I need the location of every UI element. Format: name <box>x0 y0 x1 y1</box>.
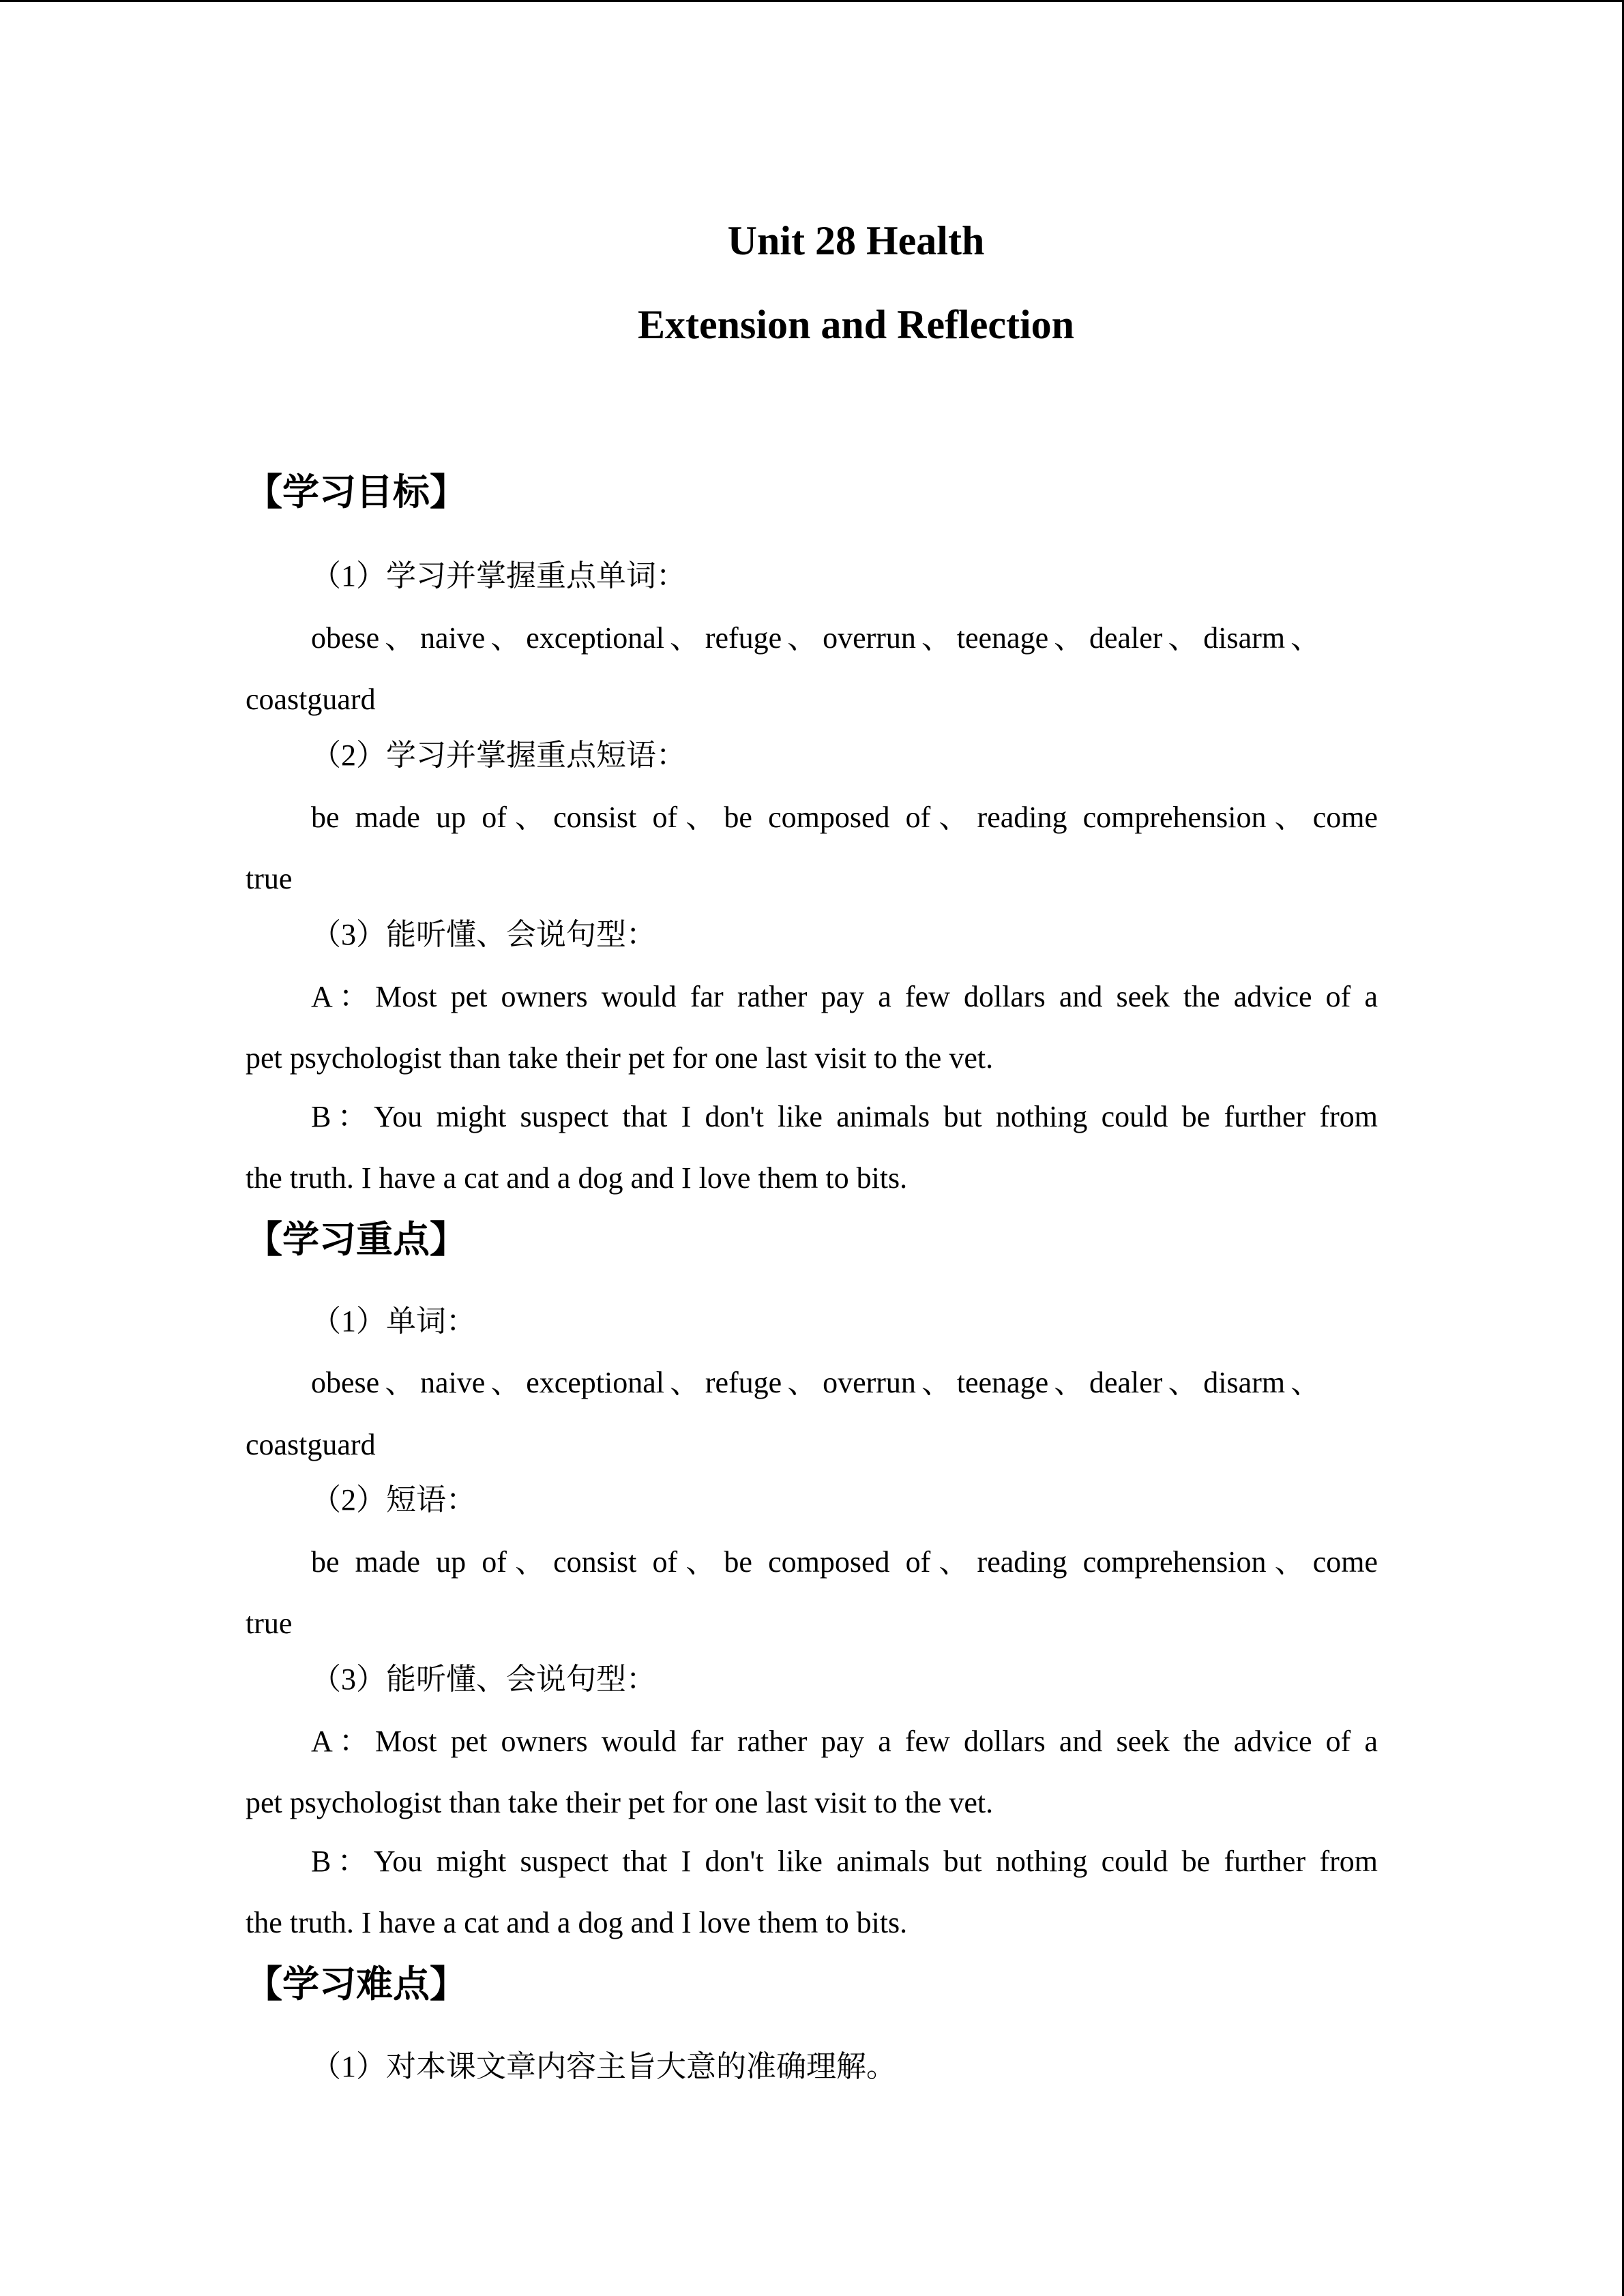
key-points-heading: 【学习重点】 <box>246 1219 467 1260</box>
key-points-sentence-a-line2: pet psychologist than take their pet for one last visit to the vet. <box>246 1786 994 1819</box>
key-points-item1-label: （1）单词： <box>311 1304 476 1338</box>
document-subtitle: Extension and Reflection <box>637 302 1075 347</box>
key-points-item3-label: （3）能听懂、会说句型： <box>311 1663 656 1696</box>
key-points-phrases-line1: be made up of、consist of、be composed of、reading comprehension、come <box>311 1545 1378 1579</box>
objectives-item1-label: （1）学习并掌握重点单词： <box>311 559 686 593</box>
objectives-sentence-a-line1: A：Most pet owners would far rather pay a few dollars and seek the advice of a <box>311 980 1378 1013</box>
objectives-words-line2: coastguard <box>246 683 376 716</box>
difficulties-item1-label: （1）对本课文章内容主旨大意的准确理解。 <box>311 2050 896 2083</box>
key-points-words-line2: coastguard <box>246 1428 376 1461</box>
objectives-sentence-b-line2: the truth. I have a cat and a dog and I love them to bits. <box>246 1161 908 1195</box>
key-points-words-line1: obese、naive、exceptional、refuge、overrun、teenage、dealer、disarm、 <box>311 1366 1320 1399</box>
objectives-sentence-a-line2: pet psychologist than take their pet for one last visit to the vet. <box>246 1041 994 1075</box>
objectives-item3-label: （3）能听懂、会说句型： <box>311 918 656 951</box>
key-points-sentence-b-line1: B：You might suspect that I don't like animals but nothing could be further from <box>311 1845 1378 1878</box>
key-points-sentence-a-line1: A：Most pet owners would far rather pay a few dollars and seek the advice of a <box>311 1725 1378 1758</box>
key-points-sentence-b-line2: the truth. I have a cat and a dog and I love them to bits. <box>246 1906 908 1939</box>
key-points-phrases-line2: true <box>246 1607 293 1640</box>
document-title: Unit 28 Health <box>727 218 985 263</box>
difficulties-heading: 【学习难点】 <box>246 1964 467 2005</box>
objectives-words-line1: obese、naive、exceptional、refuge、overrun、teenage、dealer、disarm、 <box>311 621 1320 655</box>
key-points-item2-label: （2）短语： <box>311 1483 476 1517</box>
objectives-phrases-line2: true <box>246 862 293 895</box>
objectives-heading: 【学习目标】 <box>246 472 467 513</box>
objectives-phrases-line1: be made up of、consist of、be composed of、reading comprehension、come <box>311 801 1378 834</box>
page-border-top <box>0 0 1624 2</box>
objectives-item2-label: （2）学习并掌握重点短语： <box>311 739 686 772</box>
objectives-sentence-b-line1: B：You might suspect that I don't like animals but nothing could be further from <box>311 1100 1378 1133</box>
